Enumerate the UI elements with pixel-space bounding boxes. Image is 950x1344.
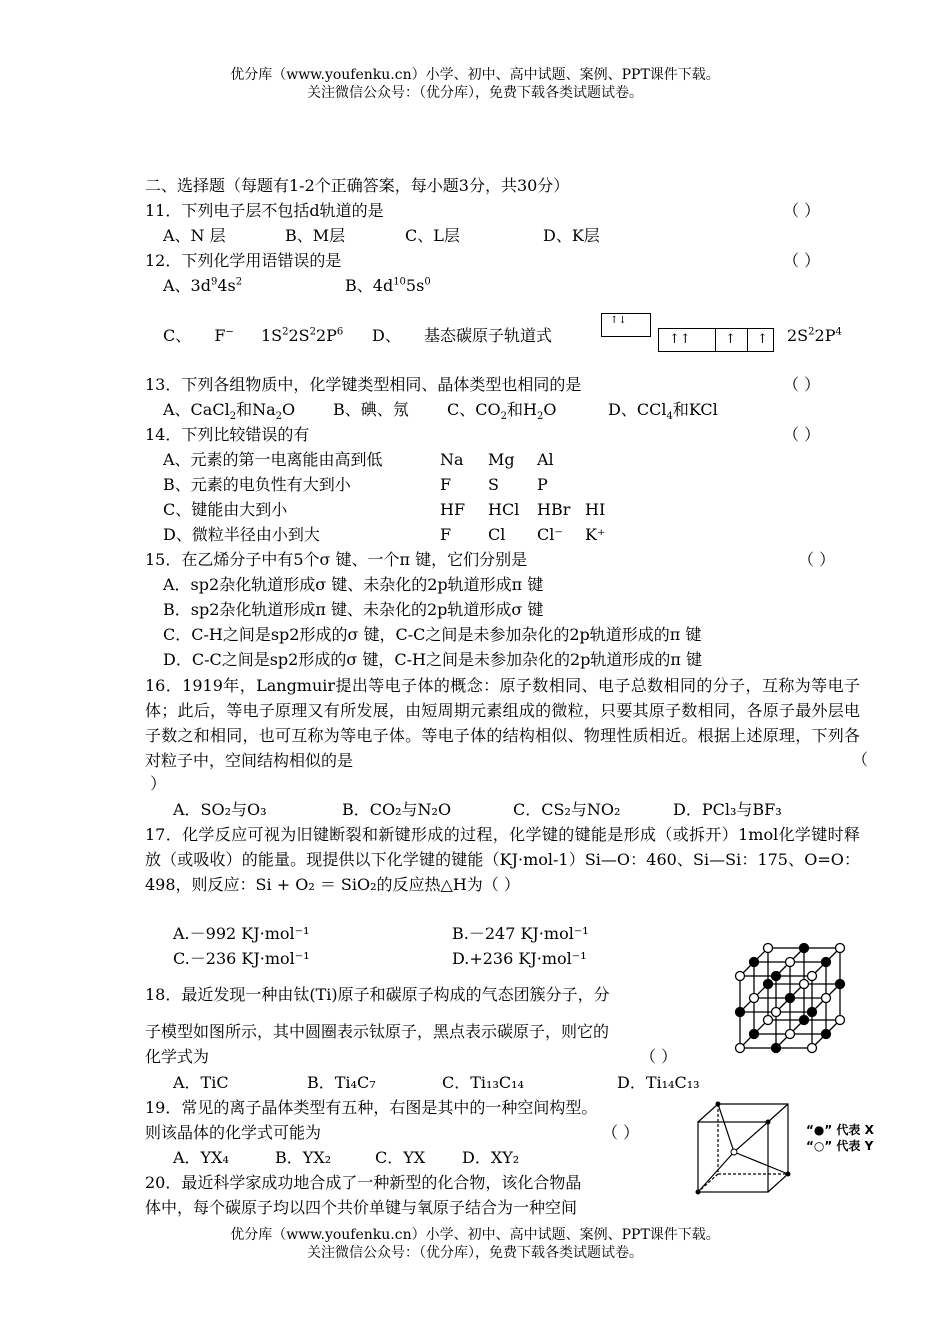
q17-text: 17．化学反应可视为旧键断裂和新键形成的过程，化学键的键能是形成（或拆开）1mol化学键时释放（或吸收）的能量。现提供以下化学键的键能（KJ·mol-1）Si—O：460、Si—Si：175、O=O：498，则反应：Si + O₂ ＝ SiO₂的反应热△H为（ ） <box>145 825 860 894</box>
q19-answer-bracket: （ ） <box>602 1123 640 1142</box>
q15-option-d: D．C-C之间是sp2形成的σ 键，C-H之间是未参加杂化的2p轨道形成的π 键 <box>163 650 702 669</box>
q12-a-text: A、3d <box>163 276 211 295</box>
q19-line-2: 则该晶体的化学式可能为 <box>145 1123 322 1142</box>
q12-c-ion: F <box>214 326 226 345</box>
q19-option-c: C．YX <box>375 1148 426 1167</box>
q16-answer-bracket-close: ） <box>145 774 167 793</box>
q11-option-d: D、K层 <box>543 226 600 245</box>
orbital-box-1s-arrows: ↑↓ <box>610 315 627 326</box>
q12-c-conf-3: 2S <box>288 326 310 345</box>
q11-option-b: B、M层 <box>285 226 346 245</box>
q12-d-text: 基态碳原子轨道式 <box>423 326 552 345</box>
q14-row-d-item-1: F <box>440 525 452 544</box>
q15-stem: 15．在乙烯分子中有5个σ 键、一个π 键，它们分别是 <box>145 550 528 569</box>
q19-legend-y: “○” 代表 Y <box>806 1139 874 1153</box>
q13-d-sub: 4 <box>666 411 673 423</box>
section-title: 二、选择题（每题有1-2个正确答案，每小题3分，共30分） <box>145 176 570 195</box>
q16-answer-bracket-open: （ <box>852 750 869 769</box>
q19-center-y-atom <box>731 1149 737 1155</box>
q12-d-tail-1: 2S <box>787 326 809 345</box>
q13-a-sub: 2 <box>229 411 237 423</box>
orbital-box-2 <box>658 328 774 352</box>
q13-option-a <box>163 398 295 422</box>
q12-d-tail-mid: 2P <box>814 326 836 345</box>
footer-line-2: 关注微信公众号：（优分库），免费下载各类试题试卷。 <box>307 1245 643 1261</box>
orbital-divider-2 <box>747 329 748 351</box>
q11-answer-bracket: （ ） <box>783 201 821 220</box>
q14-row-a-item-1: Na <box>440 450 464 469</box>
q15-option-c: C．C-H之间是sp2形成的σ 键，C-C之间是未参加杂化的2p轨道形成的π 键 <box>163 625 702 644</box>
q12-d-tail-sup2: 4 <box>835 326 842 338</box>
q17-paragraph <box>145 822 860 897</box>
q12-b-mid: 5s <box>405 276 425 295</box>
q20-line-1: 20．最近科学家成功地合成了一种新型的化合物，该化合物晶 <box>145 1173 582 1192</box>
q14-row-d-label: D、微粒半径由小到大 <box>163 525 320 544</box>
q14-row-d-item-3: Cl⁻ <box>537 525 563 544</box>
q14-row-c-item-2: HCl <box>488 500 520 519</box>
q14-row-c-item-3: HBr <box>537 500 571 519</box>
q13-option-b: B、碘、氖 <box>333 400 409 419</box>
q19-option-d: D．XY₂ <box>462 1148 520 1167</box>
q19-crystal-figure <box>690 1100 800 1196</box>
q12-d-tail-sup1: 2 <box>808 326 815 338</box>
q14-row-b-item-3: P <box>537 475 548 494</box>
q12-c-conf-4: 2 <box>309 326 316 338</box>
q12-option-a <box>163 274 242 298</box>
q12-option-d <box>372 324 552 348</box>
q19-option-a: A．YX₄ <box>173 1148 229 1167</box>
q13-c-sub: 2 <box>500 411 507 423</box>
q19-cube-front <box>698 1122 768 1192</box>
q14-row-c-item-4: HI <box>585 500 606 519</box>
q13-option-d <box>608 398 718 422</box>
q13-c-1: C、CO <box>447 400 501 419</box>
orbital-box-2-arrows-b: ↑ <box>725 332 736 347</box>
q11-option-a: A、N 层 <box>163 226 226 245</box>
q12-stem: 12．下列化学用语错误的是 <box>145 251 342 270</box>
q12-c-conf-5: 2P <box>315 326 337 345</box>
q19-x-atom-4 <box>786 1172 791 1177</box>
q12-c-conf-1: 1S <box>260 326 283 345</box>
q12-b-text: B、4d <box>345 276 394 295</box>
orbital-divider-1 <box>715 329 716 351</box>
q12-c-ion-sup: − <box>225 326 234 338</box>
cluster-atoms <box>736 944 845 1053</box>
q12-option-c <box>163 324 343 348</box>
q13-stem: 13．下列各组物质中，化学键类型相同、晶体类型也相同的是 <box>145 375 582 394</box>
q16-option-a: A．SO₂与O₃ <box>173 800 267 819</box>
q17-option-b: B.－247 KJ·mol⁻¹ <box>452 924 589 943</box>
q11-option-c: C、L层 <box>405 226 460 245</box>
q16-option-c: C．CS₂与NO₂ <box>513 800 621 819</box>
q18-option-d: D．Ti₁₄C₁₃ <box>617 1073 700 1092</box>
q19-cube-back-edges <box>698 1104 788 1192</box>
q13-d-1: D、CCl <box>608 400 667 419</box>
q17-option-a: A.－992 KJ·mol⁻¹ <box>173 924 310 943</box>
q12-c-conf-2: 2 <box>282 326 289 338</box>
q16-option-b: B．CO₂与N₂O <box>342 800 452 819</box>
q18-option-b: B．Ti₄C₇ <box>307 1073 376 1092</box>
q18-answer-bracket: （ ） <box>640 1047 678 1066</box>
q18-line-1: 18．最近发现一种由钛(Ti)原子和碳原子构成的气态团簇分子，分 <box>145 985 610 1004</box>
q19-legend-x: “●” 代表 X <box>806 1123 874 1137</box>
q13-option-c <box>447 398 556 422</box>
q12-a-sup1: 9 <box>210 276 218 288</box>
q12-c-conf-6: 6 <box>336 326 344 338</box>
q19-x-atom-3 <box>766 1120 771 1125</box>
header-line-1: 优分库（www.youfenku.cn）小学、初中、高中试题、案例、PPT课件下载。 <box>230 67 720 83</box>
q16-text: 16．1919年，Langmuir提出等电子体的概念：原子数相同、电子总数相同的分子，互称为等电子体；此后，等电子原理又有所发展，由短周期元素组成的微粒，只要其原子数相同，各原子最外层电子数之和相同，也可互称为等电子体。等电子体的结构相似、物理性质相近。根据上述原理，下列各对粒子中，空间结构相似的是 <box>145 676 860 770</box>
q14-stem: 14．下列比较错误的有 <box>145 425 310 444</box>
q12-c-label: C、 <box>163 326 192 345</box>
q14-row-a-label: A、元素的第一电离能由高到低 <box>163 450 383 469</box>
q12-option-b <box>345 274 431 298</box>
q18-cluster-figure <box>728 938 854 1062</box>
q18-line-3: 化学式为 <box>145 1047 210 1066</box>
orbital-box-1s <box>601 313 651 337</box>
q14-row-c-item-1: HF <box>440 500 466 519</box>
orbital-box-2-arrows-c: ↑ <box>757 332 768 347</box>
q13-a-sub2: 2 <box>275 411 282 423</box>
q12-a-sup2: 2 <box>235 276 243 288</box>
q15-option-b: B．sp2杂化轨道形成π 键、未杂化的2p轨道形成σ 键 <box>163 600 544 619</box>
q11-stem: 11．下列电子层不包括d轨道的是 <box>145 201 384 220</box>
q19-x-atom-1 <box>716 1102 721 1107</box>
q13-c-end: O <box>543 400 557 419</box>
q17-option-c: C.－236 KJ·mol⁻¹ <box>173 949 310 968</box>
q14-row-c-label: C、键能由大到小 <box>163 500 288 519</box>
q13-a-mid: 和Na <box>236 400 276 419</box>
q12-d-label: D、 <box>372 326 401 345</box>
q18-option-c: C．Ti₁₃C₁₄ <box>442 1073 524 1092</box>
q14-row-a-item-2: Mg <box>488 450 515 469</box>
q13-d-end: 和KCl <box>672 400 718 419</box>
q16-paragraph <box>145 673 860 773</box>
q12-d-tail <box>787 324 842 348</box>
q14-row-b-item-2: S <box>488 475 499 494</box>
q15-answer-bracket: （ ） <box>798 550 836 569</box>
q12-a-mid: 4s <box>217 276 236 295</box>
q14-answer-bracket: （ ） <box>783 425 821 444</box>
q13-c-mid: 和H <box>506 400 537 419</box>
header-line-2: 关注微信公众号：（优分库），免费下载各类试题试卷。 <box>307 85 643 101</box>
q18-line-2: 子模型如图所示，其中圆圈表示钛原子，黑点表示碳原子，则它的 <box>145 1022 610 1041</box>
q14-row-d-item-4: K⁺ <box>585 525 606 544</box>
q13-c-sub2: 2 <box>536 411 544 423</box>
q19-option-b: B．YX₂ <box>275 1148 332 1167</box>
q17-option-d: D.+236 KJ·mol⁻¹ <box>452 949 587 968</box>
q19-x-atom-2 <box>696 1190 701 1195</box>
q16-option-d: D．PCl₃与BF₃ <box>673 800 782 819</box>
q14-row-b-label: B、元素的电负性有大到小 <box>163 475 351 494</box>
q12-b-sup1: 10 <box>393 276 406 288</box>
q14-row-d-item-2: Cl <box>488 525 506 544</box>
q12-b-sup2: 0 <box>424 276 431 288</box>
footer-line-1: 优分库（www.youfenku.cn）小学、初中、高中试题、案例、PPT课件下载。 <box>230 1227 720 1243</box>
q20-line-2: 体中，每个碳原子均以四个共价单键与氧原子结合为一种空间 <box>145 1198 578 1217</box>
q15-option-a: A．sp2杂化轨道形成σ 键、未杂化的2p轨道形成π 键 <box>163 575 544 594</box>
q12-answer-bracket: （ ） <box>783 251 821 270</box>
q13-answer-bracket: （ ） <box>783 375 821 394</box>
q19-line-1: 19．常见的离子晶体类型有五种，右图是其中的一种空间构型。 <box>145 1098 598 1117</box>
q18-option-a: A．TiC <box>173 1073 229 1092</box>
orbital-box-2-arrows-a: ↑↑ <box>669 332 691 347</box>
q13-a-end: O <box>282 400 296 419</box>
q13-a-1: A、CaCl <box>163 400 230 419</box>
q14-row-a-item-3: Al <box>537 450 554 469</box>
q14-row-b-item-1: F <box>440 475 452 494</box>
